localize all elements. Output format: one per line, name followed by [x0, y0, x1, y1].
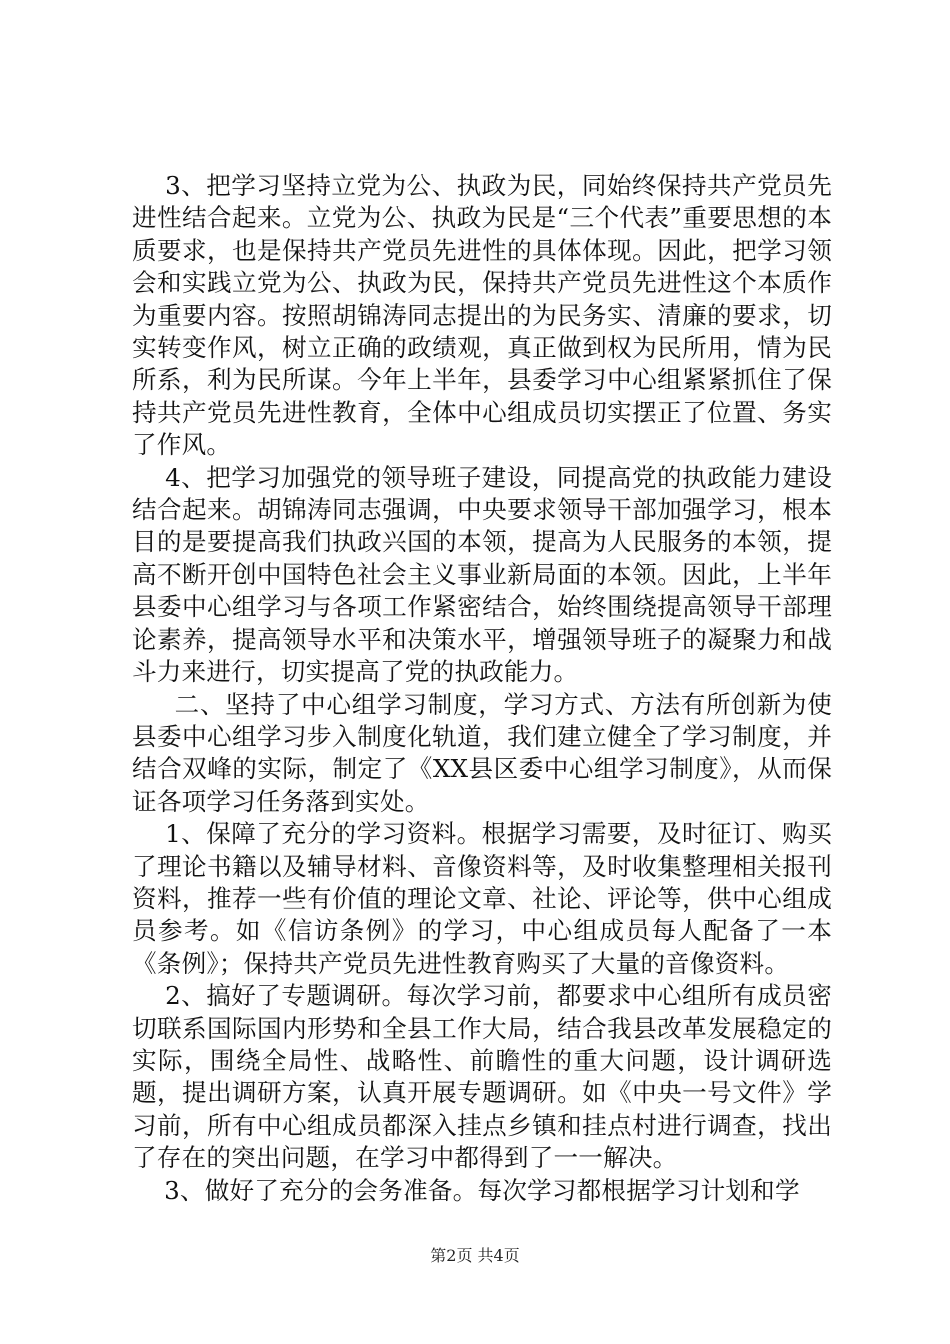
- paragraph-item-1: 1、保障了充分的学习资料。根据学习需要，及时征订、购买了理论书籍以及辅导材料、音像资料等，及时收集整理相关报刊资料，推荐一些有价值的理论文章、社论、评论等，供中心组成员参考。如《信访条例》的学习，中心组成员每人配备了一本《条例》；保持共产党员先进性教育购买了大量的音像资料。: [132, 819, 832, 978]
- section-heading-2: 二、坚持了中心组学习制度，学习方式、方法有所创新为使县委中心组学习步入制度化轨道，我们建立健全了学习制度，并结合双峰的实际，制定了《XX县区委中心组学习制度》，从而保证各项学习任务落到实处。: [132, 689, 833, 816]
- paragraph-item-3b: 3、做好了充分的会务准备。每次学习都根据学习计划和学: [132, 1175, 800, 1205]
- paragraph-item-3: 3、把学习坚持立党为公、执政为民，同始终保持共产党员先进性结合起来。立党为公、执政为民是“三个代表”重要思想的本质要求，也是保持共产党员先进性的具体体现。因此，把学习领会和实践立党为公、执政为民，保持共产党员先进性这个本质作为重要内容。按照胡锦涛同志提出的为民务实、清廉的要求，切实转变作风，树立正确的政绩观，真正做到权为民所用，情为民所系，利为民所谋。今年上半年，县委学习中心组紧紧抓住了保持共产党员先进性教育，全体中心组成员切实摆正了位置、务实了作风。: [132, 171, 832, 460]
- paragraph-item-4: 4、把学习加强党的领导班子建设，同提高党的执政能力建设结合起来。胡锦涛同志强调，中央要求领导干部加强学习，根本目的是要提高我们执政兴国的本领，提高为人民服务的本领，提高不断开创中国特色社会主义事业新局面的本领。因此，上半年县委中心组学习与各项工作紧密结合，始终围绕提高领导干部理论素养，提高领导水平和决策水平，增强领导班子的凝聚力和战斗力来进行，切实提高了党的执政能力。: [132, 462, 832, 687]
- document-body: [132, 170, 832, 1207]
- paragraph-item-2: 2、搞好了专题调研。每次学习前，都要求中心组所有成员密切联系国际国内形势和全县工作大局，结合我县改革发展稳定的实际，围绕全局性、战略性、前瞻性的重大问题，设计调研选题，提出调研方案，认真开展专题调研。如《中央一号文件》学习前，所有中心组成员都深入挂点乡镇和挂点村进行调查，找出了存在的突出问题，在学习中都得到了一一解决。: [132, 981, 832, 1173]
- page-number-footer: 第2页 共4页: [430, 1246, 520, 1265]
